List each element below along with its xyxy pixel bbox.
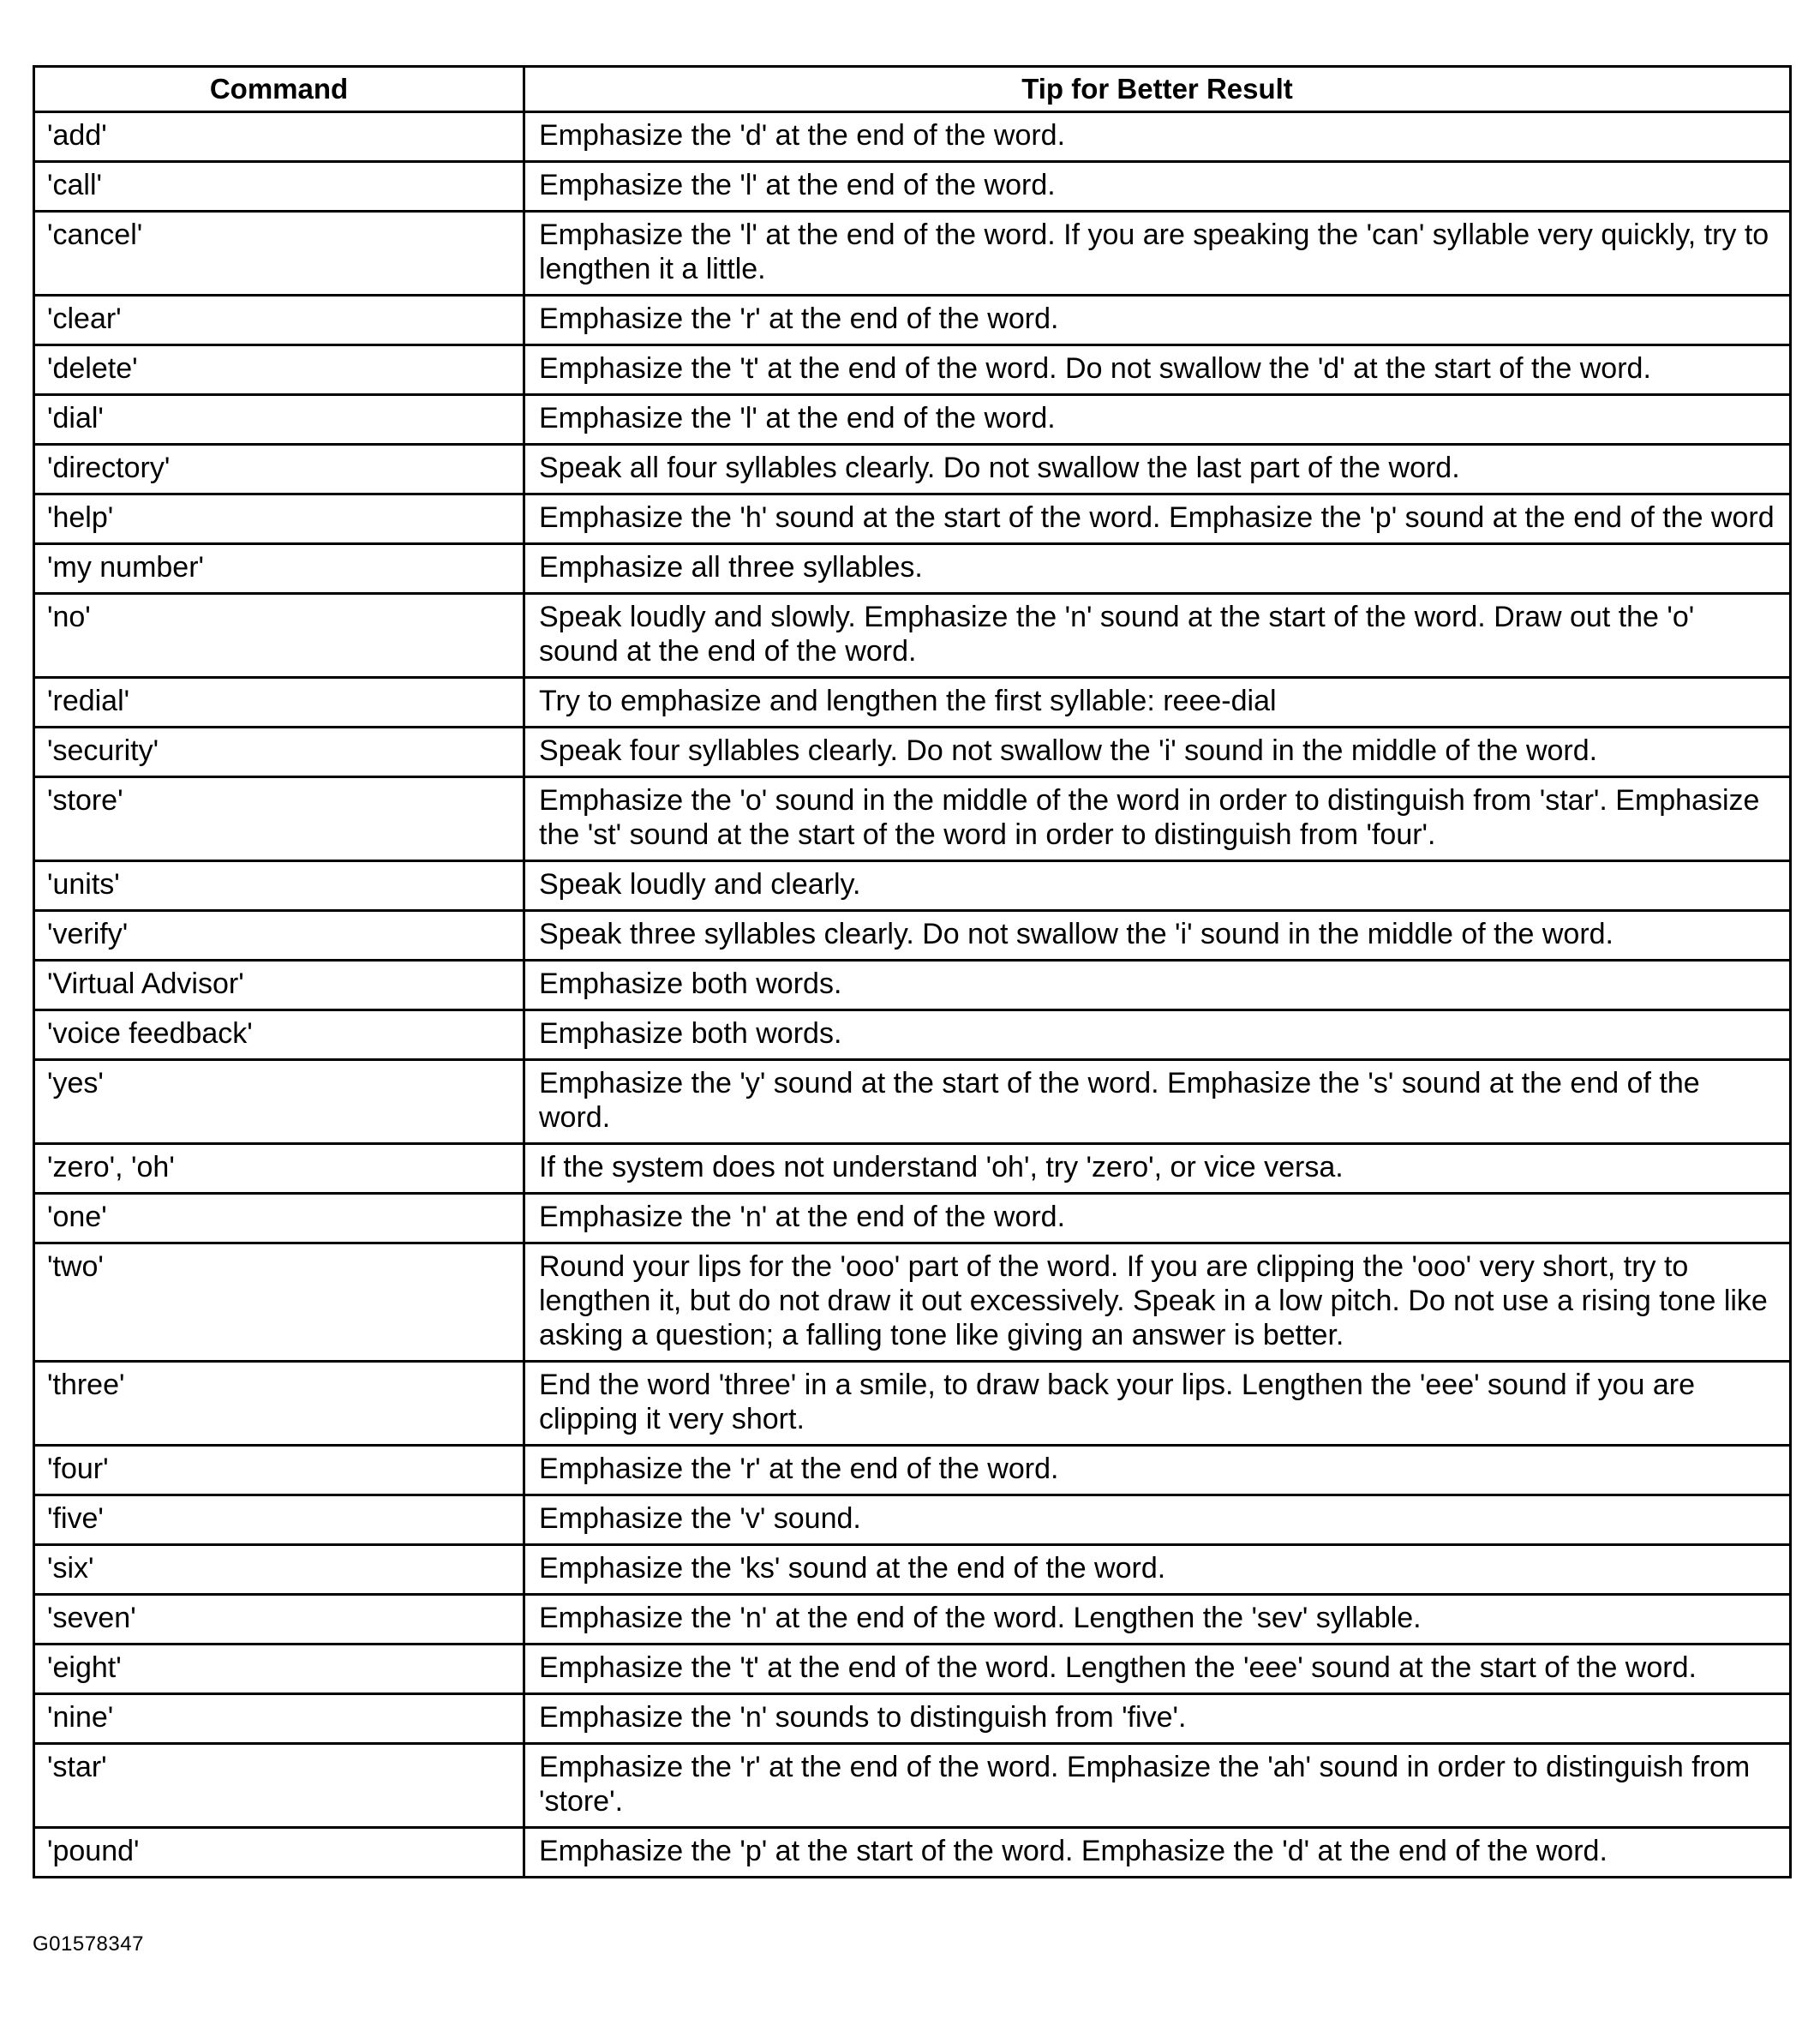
tip-cell: Emphasize the 'p' at the start of the word. Emphasize the 'd' at the end of the word. [524, 1828, 1791, 1878]
tip-cell: Emphasize the 't' at the end of the word. Do not swallow the 'd' at the start of the word. [524, 345, 1791, 395]
table-row [34, 1645, 1791, 1694]
table-row [34, 296, 1791, 345]
table-row [34, 1744, 1791, 1828]
tip-cell: Emphasize the 'n' sounds to distinguish from 'five'. [524, 1694, 1791, 1744]
tip-cell: Speak all four syllables clearly. Do not swallow the last part of the word. [524, 445, 1791, 494]
table-row [34, 1194, 1791, 1243]
header-row [34, 67, 1791, 112]
voice-command-tips-table [33, 65, 1792, 1878]
tip-cell: Speak loudly and slowly. Emphasize the 'n' sound at the start of the word. Draw out the 'o' sound at the end of the word. [524, 594, 1791, 678]
table-row [34, 1694, 1791, 1744]
command-cell: 'seven' [34, 1595, 524, 1645]
table-row [34, 1495, 1791, 1545]
table-row [34, 777, 1791, 861]
command-cell: 'yes' [34, 1060, 524, 1144]
tip-cell: Emphasize the 'r' at the end of the word. [524, 1446, 1791, 1495]
tip-cell: Emphasize the 'l' at the end of the word. If you are speaking the 'can' syllable very quickly, try to lengthen it a little. [524, 212, 1791, 296]
tip-cell: Emphasize the 'y' sound at the start of the word. Emphasize the 's' sound at the end of the word. [524, 1060, 1791, 1144]
table-row [34, 678, 1791, 728]
table-row [34, 1595, 1791, 1645]
tip-cell: Emphasize the 'r' at the end of the word. Emphasize the 'ah' sound in order to distinguish from 'store'. [524, 1744, 1791, 1828]
tip-cell: Emphasize the 't' at the end of the word. Lengthen the 'eee' sound at the start of the word. [524, 1645, 1791, 1694]
command-cell: 'voice feedback' [34, 1010, 524, 1060]
command-column-header: Command [34, 67, 524, 112]
command-cell: 'cancel' [34, 212, 524, 296]
tip-cell: If the system does not understand 'oh', try 'zero', or vice versa. [524, 1144, 1791, 1194]
table-row [34, 162, 1791, 212]
table-row [34, 961, 1791, 1010]
command-cell: 'zero', 'oh' [34, 1144, 524, 1194]
command-cell: 'add' [34, 112, 524, 162]
table-row [34, 1010, 1791, 1060]
table-row [34, 1545, 1791, 1595]
tip-cell: Emphasize the 'd' at the end of the word. [524, 112, 1791, 162]
table-body [34, 112, 1791, 1878]
table-header [34, 67, 1791, 112]
command-cell: 'delete' [34, 345, 524, 395]
table-row [34, 1362, 1791, 1446]
tip-cell: Speak four syllables clearly. Do not swallow the 'i' sound in the middle of the word. [524, 728, 1791, 777]
tip-cell: Emphasize the 'n' at the end of the word. Lengthen the 'sev' syllable. [524, 1595, 1791, 1645]
command-cell: 'pound' [34, 1828, 524, 1878]
command-cell: 'units' [34, 861, 524, 911]
command-cell: 'two' [34, 1243, 524, 1362]
tip-cell: Emphasize all three syllables. [524, 544, 1791, 594]
command-cell: 'eight' [34, 1645, 524, 1694]
command-cell: 'redial' [34, 678, 524, 728]
command-cell: 'store' [34, 777, 524, 861]
tip-cell: Emphasize the 'r' at the end of the word. [524, 296, 1791, 345]
command-cell: 'four' [34, 1446, 524, 1495]
tip-cell: Emphasize the 'l' at the end of the word. [524, 162, 1791, 212]
table-row [34, 728, 1791, 777]
tip-cell: Emphasize both words. [524, 961, 1791, 1010]
table-row [34, 1243, 1791, 1362]
command-cell: 'verify' [34, 911, 524, 961]
command-cell: 'directory' [34, 445, 524, 494]
tip-cell: Emphasize the 'h' sound at the start of the word. Emphasize the 'p' sound at the end of the word [524, 494, 1791, 544]
tip-cell: Speak three syllables clearly. Do not swallow the 'i' sound in the middle of the word. [524, 911, 1791, 961]
table-row [34, 1060, 1791, 1144]
command-cell: 'one' [34, 1194, 524, 1243]
tip-cell: Emphasize the 'l' at the end of the word. [524, 395, 1791, 445]
command-cell: 'three' [34, 1362, 524, 1446]
table-row [34, 594, 1791, 678]
command-cell: 'security' [34, 728, 524, 777]
command-cell: 'no' [34, 594, 524, 678]
tip-cell: Emphasize the 'ks' sound at the end of the word. [524, 1545, 1791, 1595]
tip-cell: Emphasize both words. [524, 1010, 1791, 1060]
table-row [34, 1828, 1791, 1878]
command-cell: 'my number' [34, 544, 524, 594]
table-row [34, 1144, 1791, 1194]
table-row [34, 861, 1791, 911]
command-cell: 'dial' [34, 395, 524, 445]
command-cell: 'Virtual Advisor' [34, 961, 524, 1010]
voice-command-tips-sheet [33, 65, 1789, 1878]
tip-cell: End the word 'three' in a smile, to draw back your lips. Lengthen the 'eee' sound if you are clipping it very short. [524, 1362, 1791, 1446]
tip-cell: Emphasize the 'v' sound. [524, 1495, 1791, 1545]
table-row [34, 911, 1791, 961]
table-row [34, 445, 1791, 494]
table-row [34, 544, 1791, 594]
tip-cell: Emphasize the 'o' sound in the middle of the word in order to distinguish from 'star'. Emphasize the 'st' sound at the start of the word in order to distinguish from 'four'. [524, 777, 1791, 861]
tip-cell: Emphasize the 'n' at the end of the word. [524, 1194, 1791, 1243]
command-cell: 'star' [34, 1744, 524, 1828]
table-row [34, 212, 1791, 296]
table-row [34, 345, 1791, 395]
table-row [34, 112, 1791, 162]
command-cell: 'nine' [34, 1694, 524, 1744]
figure-id: G01578347 [33, 1932, 144, 1956]
command-cell: 'six' [34, 1545, 524, 1595]
table-row [34, 1446, 1791, 1495]
tip-cell: Round your lips for the 'ooo' part of the word. If you are clipping the 'ooo' very short, try to lengthen it, but do not draw it out excessively. Speak in a low pitch. Do not use a rising tone like asking a question; a falling tone like giving an answer is better. [524, 1243, 1791, 1362]
command-cell: 'clear' [34, 296, 524, 345]
tip-column-header: Tip for Better Result [524, 67, 1791, 112]
tip-cell: Speak loudly and clearly. [524, 861, 1791, 911]
command-cell: 'help' [34, 494, 524, 544]
table-row [34, 494, 1791, 544]
command-cell: 'call' [34, 162, 524, 212]
tip-cell: Try to emphasize and lengthen the first syllable: reee-dial [524, 678, 1791, 728]
command-cell: 'five' [34, 1495, 524, 1545]
table-row [34, 395, 1791, 445]
